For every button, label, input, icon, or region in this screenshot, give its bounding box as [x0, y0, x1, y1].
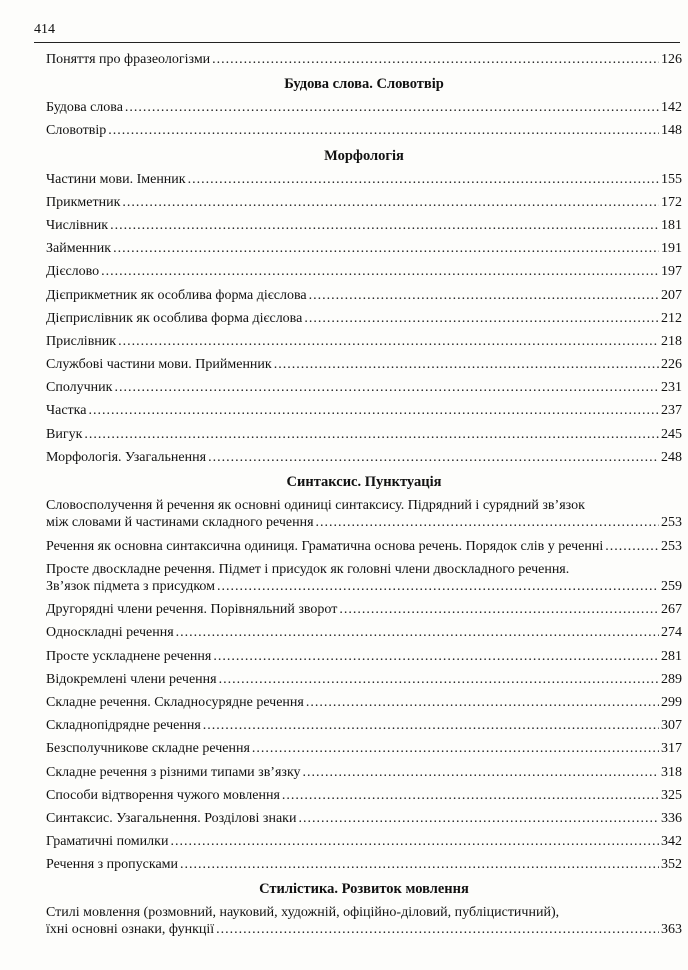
dot-leader [303, 764, 659, 781]
dot-leader [208, 449, 659, 466]
entry-title: Словотвір [46, 123, 107, 139]
entry-title: Складне речення. Складносурядне речення [46, 694, 304, 710]
dot-leader [125, 99, 659, 116]
toc-entry [46, 901, 682, 942]
entry-page-number: 253 [661, 538, 682, 554]
dot-leader [108, 122, 659, 139]
entry-page-number: 248 [661, 449, 682, 465]
entry-page-number: 142 [661, 100, 682, 116]
header-rule [34, 42, 680, 43]
entry-page-number: 126 [661, 52, 682, 67]
entry-title-line2-row [46, 921, 682, 938]
entry-title: Речення як основна синтаксична одиниця. Граматична основа речень. Порядок слів у реченні [46, 538, 604, 554]
entry-title: Морфологія. Узагальнення [46, 449, 207, 465]
toc-entry [46, 737, 682, 760]
section-heading: Будова слова. Словотвір [284, 76, 444, 93]
dot-leader [605, 538, 659, 555]
entry-title: Способи відтворення чужого мовлення [46, 787, 280, 803]
toc-entry [46, 48, 682, 71]
dot-leader [118, 333, 659, 350]
entry-page-number: 148 [661, 123, 682, 139]
entry-title: Службові частини мови. Прийменник [46, 357, 272, 373]
entry-title: Прислівник [46, 333, 117, 349]
entry-page-number: 274 [661, 625, 682, 641]
toc-entry [46, 214, 682, 237]
toc-entry [46, 399, 682, 422]
section-heading: Морфологія [324, 147, 404, 164]
entry-title: Дієприслівник як особлива форма дієслова [46, 310, 303, 326]
entry-title: Частини мови. Іменник [46, 171, 186, 187]
toc-entry [46, 830, 682, 853]
entry-title-line2: між словами й частинами складного речення [46, 515, 314, 530]
toc-entry [46, 598, 682, 621]
entry-page-number: 218 [661, 333, 682, 349]
dot-leader [180, 856, 659, 873]
entry-title-line2: Зв’язок підмета з присудком [46, 578, 216, 594]
entry-page-number: 245 [661, 426, 682, 442]
dot-leader [339, 601, 659, 618]
entry-page-number: 181 [661, 217, 682, 233]
toc-entry [46, 494, 682, 535]
dot-leader [84, 426, 659, 443]
entry-title: Числівник [46, 217, 109, 233]
entry-title: Безсполучникове складне речення [46, 741, 250, 757]
dot-leader [203, 717, 659, 734]
toc-entry [46, 807, 682, 830]
entry-page-number: 342 [661, 834, 682, 850]
entry-page-number: 212 [661, 310, 682, 326]
entry-page-number: 172 [661, 194, 682, 210]
entry-title-line1: Просте двоскладне речення. Підмет і присудок як головні члени двоскладного речення. [46, 561, 570, 577]
toc-entry [46, 260, 682, 283]
toc-entry [46, 784, 682, 807]
entry-page-number: 318 [661, 764, 682, 780]
entry-title-line1: Стилі мовлення (розмовний, науковий, художній, офіційно-діловий, публіцистичний), [46, 905, 560, 921]
entry-title: Поняття про фразеологізми [46, 52, 211, 67]
dot-leader [113, 240, 659, 257]
entry-title: Сполучник [46, 380, 113, 396]
entry-page-number: 207 [661, 287, 682, 303]
toc-entry [46, 761, 682, 784]
entry-page-number: 352 [661, 857, 682, 873]
toc-entry [46, 621, 682, 644]
entry-page-number: 253 [661, 515, 682, 530]
dot-leader [274, 356, 659, 373]
dot-leader [217, 578, 659, 595]
toc-entry [46, 284, 682, 307]
toc-entry [46, 535, 682, 558]
dot-leader [282, 787, 659, 804]
dot-leader [88, 402, 659, 419]
section-heading: Синтаксис. Пунктуація [286, 474, 442, 490]
entry-page-number: 237 [661, 403, 682, 419]
entry-page-number: 155 [661, 171, 682, 187]
entry-page-number: 197 [661, 264, 682, 280]
entry-page-number: 281 [661, 648, 682, 664]
entry-title: Відокремлені члени речення [46, 671, 217, 687]
entry-page-number: 267 [661, 602, 682, 618]
dot-leader [298, 810, 659, 827]
toc-entry [46, 645, 682, 668]
toc-entry [46, 96, 682, 119]
toc-entry [46, 353, 682, 376]
toc-entry [46, 119, 682, 142]
entry-title: Просте ускладнене речення [46, 648, 212, 664]
dot-leader [101, 263, 659, 280]
page-number: 414 [34, 22, 55, 37]
entry-title: Складнопідрядне речення [46, 718, 201, 734]
dot-leader [216, 921, 659, 938]
entry-page-number: 336 [661, 810, 682, 826]
toc-entry [46, 558, 682, 599]
entry-title: Односкладні речення [46, 625, 174, 641]
entry-title-line1: Словосполучення й речення як основні одиниці синтаксису. Підрядний і сурядний зв’язок [46, 498, 585, 513]
section-heading: Стилістика. Розвиток мовлення [259, 881, 469, 898]
dot-leader [309, 287, 659, 304]
dot-leader [212, 51, 659, 68]
dot-leader [122, 194, 659, 211]
dot-leader [304, 310, 659, 327]
entry-page-number: 307 [661, 718, 682, 734]
entry-title: Граматичні помилки [46, 834, 169, 850]
toc-entry [46, 446, 682, 469]
toc-entry [46, 237, 682, 260]
entry-title: Речення з пропусками [46, 857, 179, 873]
dot-leader [176, 624, 659, 641]
entry-page-number: 299 [661, 694, 682, 710]
entry-title: Дієслово [46, 264, 100, 280]
entry-title: Вигук [46, 426, 83, 442]
dot-leader [316, 514, 659, 531]
toc-entry [46, 853, 682, 876]
entry-page-number: 363 [661, 922, 682, 938]
dot-leader [110, 217, 659, 234]
entry-title: Дієприкметник як особлива форма дієслова [46, 287, 307, 303]
entry-title-line2-row [46, 514, 682, 531]
entry-page-number: 325 [661, 787, 682, 803]
table-of-contents [46, 48, 682, 942]
entry-title-line2: їхні основні ознаки, функції [46, 922, 215, 938]
entry-title: Прикметник [46, 194, 121, 210]
toc-entry [46, 691, 682, 714]
toc-entry [46, 376, 682, 399]
dot-leader [252, 740, 659, 757]
entry-page-number: 289 [661, 671, 682, 687]
entry-title: Синтаксис. Узагальнення. Розділові знаки [46, 810, 297, 826]
entry-page-number: 191 [661, 241, 682, 257]
entry-page-number: 231 [661, 380, 682, 396]
toc-entry [46, 168, 682, 191]
entry-title-line2-row [46, 578, 682, 595]
toc-entry [46, 668, 682, 691]
toc-entry [46, 307, 682, 330]
entry-title: Другорядні члени речення. Порівняльний зворот [46, 602, 338, 618]
entry-page-number: 259 [661, 578, 682, 594]
dot-leader [213, 648, 659, 665]
entry-title: Займенник [46, 241, 112, 257]
dot-leader [114, 379, 659, 396]
dot-leader [170, 833, 659, 850]
toc-entry [46, 714, 682, 737]
toc-entry [46, 423, 682, 446]
entry-page-number: 226 [661, 357, 682, 373]
dot-leader [188, 171, 659, 188]
toc-entry [46, 330, 682, 353]
entry-title: Частка [46, 403, 87, 419]
toc-entry [46, 191, 682, 214]
entry-title: Складне речення з різними типами зв’язку [46, 764, 301, 780]
dot-leader [219, 671, 659, 688]
dot-leader [306, 694, 659, 711]
entry-title: Будова слова [46, 100, 123, 116]
entry-page-number: 317 [661, 741, 682, 757]
